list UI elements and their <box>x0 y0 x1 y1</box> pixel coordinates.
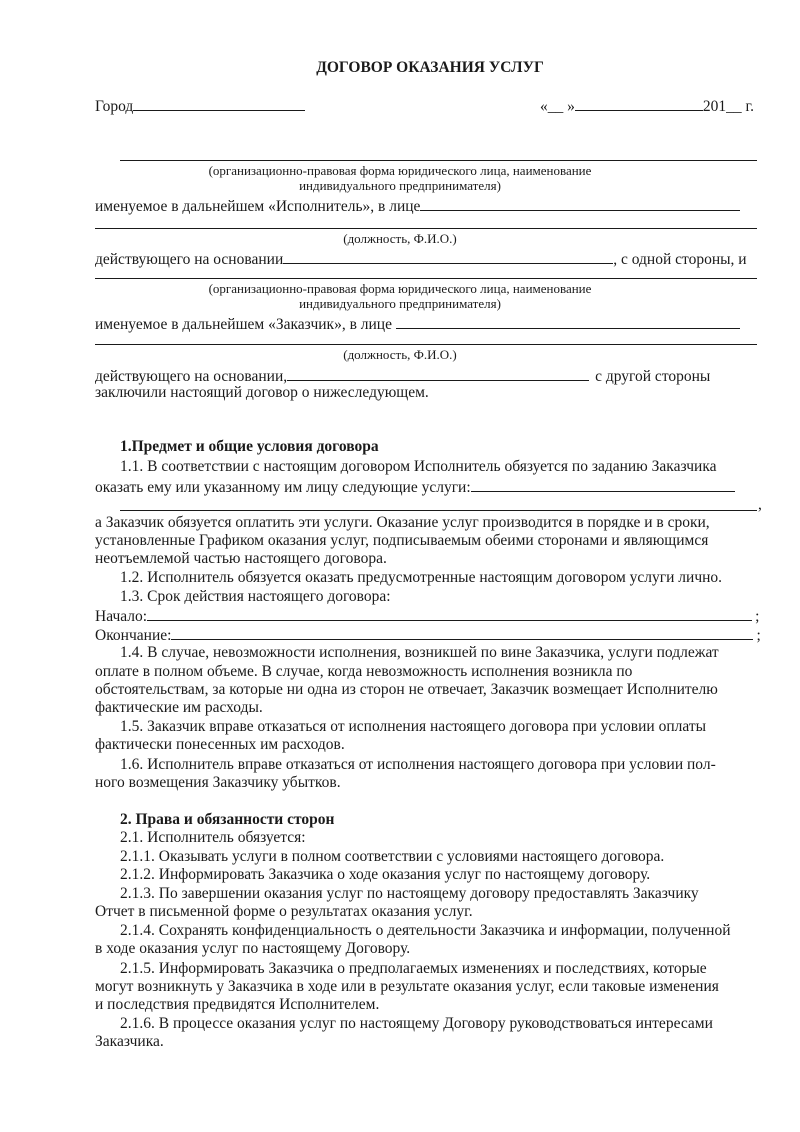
start-line <box>95 606 759 626</box>
end-date-blank[interactable] <box>171 625 753 640</box>
clause-2-1-2: 2.1.2. Информировать Заказчика о ходе оказания услуг по настоящему договору. <box>120 866 651 883</box>
clause-1-6-line1: 1.6. Исполнитель вправе отказаться от исполнения настоящего договора при условии пол- <box>120 756 716 773</box>
end-line <box>95 625 761 645</box>
org-note-2: индивидуального предпринимателя) <box>299 178 501 193</box>
services-blank-2[interactable] <box>120 510 757 511</box>
executor-representative-blank[interactable] <box>420 196 740 211</box>
clause-1-1-line5: неотъемлемой частью настоящего договора. <box>95 550 387 567</box>
clause-1-4-line3: обстоятельствам, за которые ни одна из сторон не отвечает, Заказчик возмещает Исполнителю <box>95 681 718 698</box>
start-date-blank[interactable] <box>147 606 752 621</box>
concluded-line: заключили настоящий договор о нижеследующем. <box>95 384 429 401</box>
clause-2-1-6-line2: Заказчика. <box>95 1033 164 1050</box>
org-note-3: (организационно-правовая форма юридического лица, наименование <box>208 281 592 296</box>
document-title: ДОГОВОР ОКАЗАНИЯ УСЛУГ <box>316 59 544 76</box>
end-label: Окончание: <box>95 627 172 644</box>
other-side-text: с другой стороны <box>595 368 711 385</box>
clause-2-1-3-line2: Отчет в письменной форме о результатах оказания услуг. <box>95 903 473 920</box>
customer-representative-blank-2[interactable] <box>95 344 757 345</box>
clause-1-5-line2: фактически понесенных им расходов. <box>95 736 345 753</box>
clause-1-2: 1.2. Исполнитель обязуется оказать предусмотренные настоящим договором услуги лично. <box>120 569 723 586</box>
start-semicolon: ; <box>755 608 760 625</box>
clause-2-1: 2.1. Исполнитель обязуется: <box>120 829 306 846</box>
clause-1-3: 1.3. Срок действия настоящего договора: <box>120 588 391 605</box>
customer-org-blank[interactable] <box>95 278 757 279</box>
executor-representative-blank-2[interactable] <box>95 228 757 229</box>
services-label: оказать ему или указанному им лицу следующие услуги: <box>95 479 471 496</box>
end-semicolon: ; <box>756 627 761 644</box>
clause-2-1-4-line2: в ходе оказания услуг по настоящему Договору. <box>95 940 411 957</box>
clause-2-1-5-line2: могут возникнуть у Заказчика в ходе или в результате оказания услуг, если таковые изменения <box>95 978 719 995</box>
executor-named-line <box>95 196 740 216</box>
clause-2-1-4-line1: 2.1.4. Сохранять конфиденциальность о деятельности Заказчика и информации, полученной <box>120 922 731 939</box>
clause-2-1-5-line1: 2.1.5. Информировать Заказчика о предполагаемых изменениях и последствиях, которые <box>120 960 707 977</box>
customer-basis-blank[interactable] <box>287 366 589 381</box>
clause-1-4-line1: 1.4. В случае, невозможности исполнения, возникшей по вине Заказчика, услуги подлежат <box>120 644 719 661</box>
acting-basis-text-1: действующего на основании <box>95 251 284 268</box>
city-label: Город <box>95 98 134 115</box>
clause-2-1-3-line1: 2.1.3. По завершении оказания услуг по настоящему договору предоставлять Заказчику <box>120 885 699 902</box>
customer-basis-line <box>95 366 710 386</box>
services-comma: , <box>758 496 762 513</box>
date-line <box>540 96 754 116</box>
city-line <box>95 96 305 116</box>
clause-1-1-line1: 1.1. В соответствии с настоящим договором Исполнитель обязуется по заданию Заказчика <box>120 458 717 475</box>
section2-heading: 2. Права и обязанности сторон <box>120 811 335 828</box>
position-note-1: (должность, Ф.И.О.) <box>343 231 457 246</box>
start-label: Начало: <box>95 608 148 625</box>
customer-named-text: именуемое в дальнейшем «Заказчик», в лице <box>95 316 392 333</box>
clause-1-5-line1: 1.5. Заказчик вправе отказаться от исполнения настоящего договора при условии оплаты <box>120 718 707 735</box>
clause-2-1-1: 2.1.1. Оказывать услуги в полном соответствии с условиями настоящего договора. <box>120 848 665 865</box>
executor-named-text: именуемое в дальнейшем «Исполнитель», в лице <box>95 198 421 215</box>
city-blank[interactable] <box>133 96 305 111</box>
executor-basis-blank[interactable] <box>283 249 613 264</box>
customer-named-line <box>95 314 740 334</box>
date-year: 201__ г. <box>702 98 754 115</box>
clause-1-4-line2: оплате в полном объеме. В случае, когда невозможность исполнения возникла по <box>95 663 633 680</box>
org-note-1: (организационно-правовая форма юридического лица, наименование <box>208 163 592 178</box>
position-note-2: (должность, Ф.И.О.) <box>343 347 457 362</box>
executor-basis-line <box>95 249 747 269</box>
clause-1-1-line2 <box>95 477 735 497</box>
services-blank[interactable] <box>471 477 735 492</box>
date-day: «__ » <box>540 98 575 115</box>
date-month-blank[interactable] <box>575 96 703 111</box>
customer-representative-blank[interactable] <box>396 314 740 329</box>
clause-1-4-line4: фактические им расходы. <box>95 699 263 716</box>
org-note-4: индивидуального предпринимателя) <box>299 296 501 311</box>
clause-2-1-6-line1: 2.1.6. В процессе оказания услуг по настоящему Договору руководствоваться интересами <box>120 1015 713 1032</box>
clause-2-1-5-line3: и последствия предвидятся Исполнителем. <box>95 996 380 1013</box>
executor-org-blank[interactable] <box>120 160 757 161</box>
section1-heading: 1.Предмет и общие условия договора <box>120 438 379 455</box>
clause-1-1-line4: установленные Графиком оказания услуг, подписываемым обеими сторонами и являющимся <box>95 532 709 549</box>
clause-1-1-line3: а Заказчик обязуется оплатить эти услуги. Оказание услуг производится в порядке и в сроки, <box>95 514 710 531</box>
one-side-text: , с одной стороны, и <box>613 251 747 268</box>
clause-1-6-line2: ного возмещения Заказчику убытков. <box>95 774 341 791</box>
acting-basis-text-2: действующего на основании, <box>95 368 288 385</box>
